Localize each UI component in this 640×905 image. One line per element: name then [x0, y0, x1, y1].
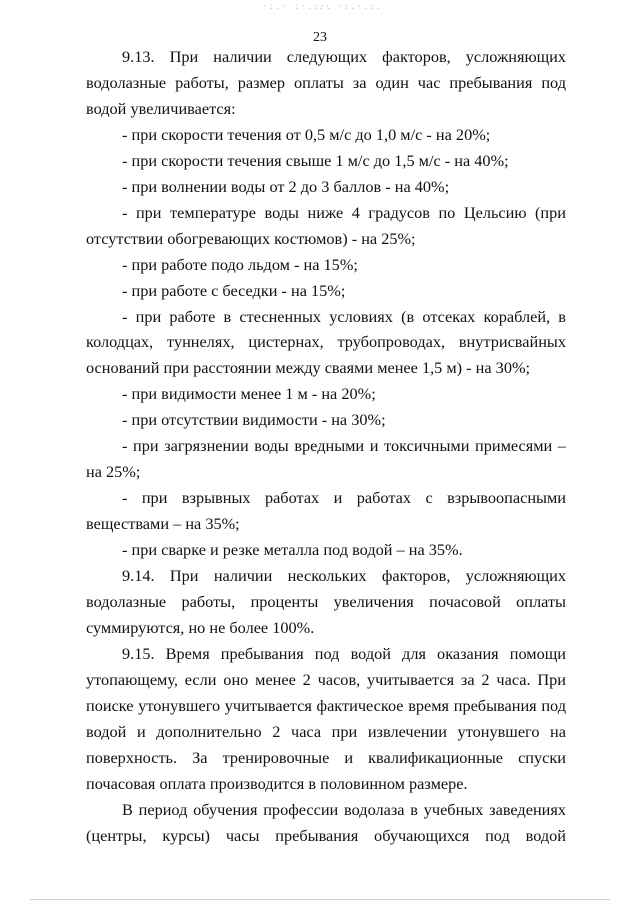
- paragraph-9-15: 9.15. Время пребывания под водой для оказания помощи утопающему, если оно менее 2 часов, учитывается за 2 часа. При поиске утонувшего учитывается фактическое время пребывания под водой и дополнительно 2 часа при извлечении утонувшего на поверхность. За тренировочные и квалификационные спуски почасовая оплата производится в половинном размере.: [86, 643, 566, 793]
- list-item: - при работе с беседки - на 15%;: [122, 280, 346, 300]
- paragraph-9-14: 9.14. При наличии нескольких факторов, усложняющих водолазные работы, проценты увеличения почасовой оплаты суммируются, но не более 100%.: [86, 566, 566, 637]
- list-item: - при скорости течения от 0,5 м/с до 1,0 м/с - на 20%;: [122, 124, 491, 144]
- list-item: - при температуре воды ниже 4 градусов по Цельсию (при отсутствии обогревающих костюмов) - на 25%;: [86, 202, 566, 248]
- paragraph-9-13: 9.13. При наличии следующих факторов, усложняющих водолазные работы, размер оплаты за один час пребывания под водой увеличивается:: [86, 47, 566, 118]
- paragraph-training: В период обучения профессии водолаза в учебных заведениях (центры, курсы) часы пребывания обучающихся под водой: [86, 799, 566, 845]
- list-item: - при скорости течения свыше 1 м/с до 1,5 м/с - на 40%;: [122, 150, 509, 170]
- list-item: - при волнении воды от 2 до 3 баллов - на 40%;: [122, 176, 450, 196]
- list-item: - при видимости менее 1 м - на 20%;: [122, 384, 376, 404]
- list-item: - при отсутствии видимости - на 30%;: [122, 410, 386, 430]
- list-item: - при сварке и резке металла под водой – на 35%.: [122, 540, 463, 560]
- scan-noise-mark: ·:.· :·.:·.: [262, 2, 333, 12]
- page-bottom-edge: [30, 899, 610, 900]
- document-body: [86, 44, 566, 849]
- scan-noise-mark: .· ·:.·.:.: [318, 2, 383, 12]
- list-item: - при взрывных работах и работах с взрывоопасными веществами – на 35%;: [86, 488, 566, 534]
- list-item: - при загрязнении воды вредными и токсичными примесями – на 25%;: [86, 436, 566, 482]
- list-item: - при работе подо льдом - на 15%;: [122, 254, 358, 274]
- page-number: 23: [313, 30, 327, 45]
- list-item: - при работе в стесненных условиях (в отсеках кораблей, в колодцах, туннелях, цистернах, трубопроводах, внутрисвайных оснований при расстоянии между сваями менее 1,5 м) - на 30%;: [86, 306, 566, 378]
